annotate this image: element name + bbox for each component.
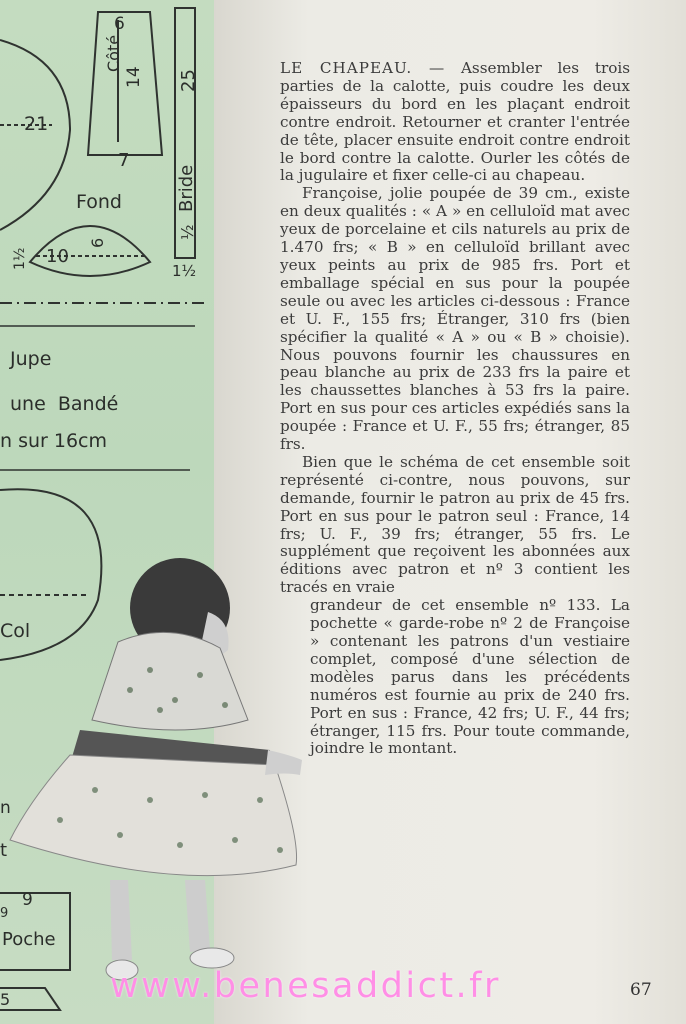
bride-strip-outline xyxy=(175,8,195,258)
edge-mark-5: 5 xyxy=(0,990,11,1009)
bride-label: Bride xyxy=(176,164,197,212)
bride-length: 25 xyxy=(178,69,199,92)
fond-edge: 1½ xyxy=(12,247,28,270)
jupe-line-1: une Bandé xyxy=(10,393,119,415)
article-heading: LE CHAPEAU. — xyxy=(280,59,446,77)
poche-number: 9 xyxy=(22,890,33,910)
fond-width: 10 xyxy=(46,246,69,267)
bride-end: 1½ xyxy=(172,262,197,280)
edge-mark-n: n xyxy=(0,798,11,818)
brim-piece-outline xyxy=(0,40,70,230)
brim-measure: 21 xyxy=(24,113,49,135)
edge-mark-t: t xyxy=(0,840,8,861)
cote-top-width: 6 xyxy=(114,14,125,34)
watermark: www.benesaddict.fr xyxy=(110,966,501,1006)
bride-width: ½ xyxy=(178,224,197,240)
cote-bottom-width: 7 xyxy=(118,150,130,171)
article-para-1 xyxy=(280,60,630,185)
cote-side-length: 14 xyxy=(124,66,144,88)
doll-skirt xyxy=(10,755,297,876)
article-para-1-text: Assembler les trois parties de la calotte, puis coudre les deux épaisseurs du bord en les plaçant endroit contre endroit. Retourner et cranter l'entrée de tête, placer ensuite endroit contre endroit le bord contre la calotte. Ourler les côtés de la jugulaire et fixer celle-ci au chapeau. xyxy=(280,59,630,185)
doll-leg-left xyxy=(110,880,132,960)
doll-shoe-right xyxy=(190,948,234,968)
edge-mark-9: 9 xyxy=(0,906,9,921)
article-body xyxy=(280,60,630,758)
article-para-3a: Bien que le schéma de cet ensemble soit représenté ci-contre, nous pouvons, sur demande, fournir le patron au prix de 45 frs. Port en sus pour le patron seul : France, 14 frs; U. F., 39 frs; étranger, 55 frs. Le supplément que reçoivent les abonnées aux éditions avec patron et nº 3 contient les tracés en vraie xyxy=(280,452,630,597)
poche-label: Poche xyxy=(2,929,56,950)
doll-photograph xyxy=(0,550,310,1000)
fond-height: 6 xyxy=(88,237,107,248)
page-number: 67 xyxy=(630,980,652,1000)
article-para-3b: grandeur de cet ensemble nº 133. La pochette « garde-robe nº 2 de Françoise » contenant les patrons d'un vestiaire complet, composé d'une sélection de modèles parus dans les précédents numéros est fournie au prix de 240 frs. Port en sus : France, 42 frs; U. F., 44 frs; étranger, 115 frs. Pour toute commande, joindre le montant. xyxy=(310,596,630,758)
fond-label: Fond xyxy=(76,191,122,213)
col-label: Col xyxy=(0,620,31,642)
cote-label: Côté xyxy=(104,34,123,72)
doll-leg-right xyxy=(185,880,210,952)
jupe-line-2: n sur 16cm xyxy=(0,430,108,452)
article-para-2: Françoise, jolie poupée de 39 cm., existe en deux qualités : « A » en celluloïd mat avec yeux de porcelaine et cils naturels au prix de 1.470 frs; « B » en celluloïd brillant avec yeux peints au prix de 985 frs. Port et emballage spécial en sus pour la poupée seule ou avec les articles ci-dessous : France et U. F., 155 frs; Étranger, 310 frs (bien spécifier la qualité « A » ou « B » choisie). Nous pouvons fournir les chaussures en peau blanche au prix de 233 frs la paire et les chaussettes blanches à 53 frs la paire. Port en sus pour ces articles expédiés sans la poupée : France et U. F., 55 frs; étranger, 85 frs. xyxy=(280,184,630,454)
jupe-title: Jupe xyxy=(10,348,52,370)
